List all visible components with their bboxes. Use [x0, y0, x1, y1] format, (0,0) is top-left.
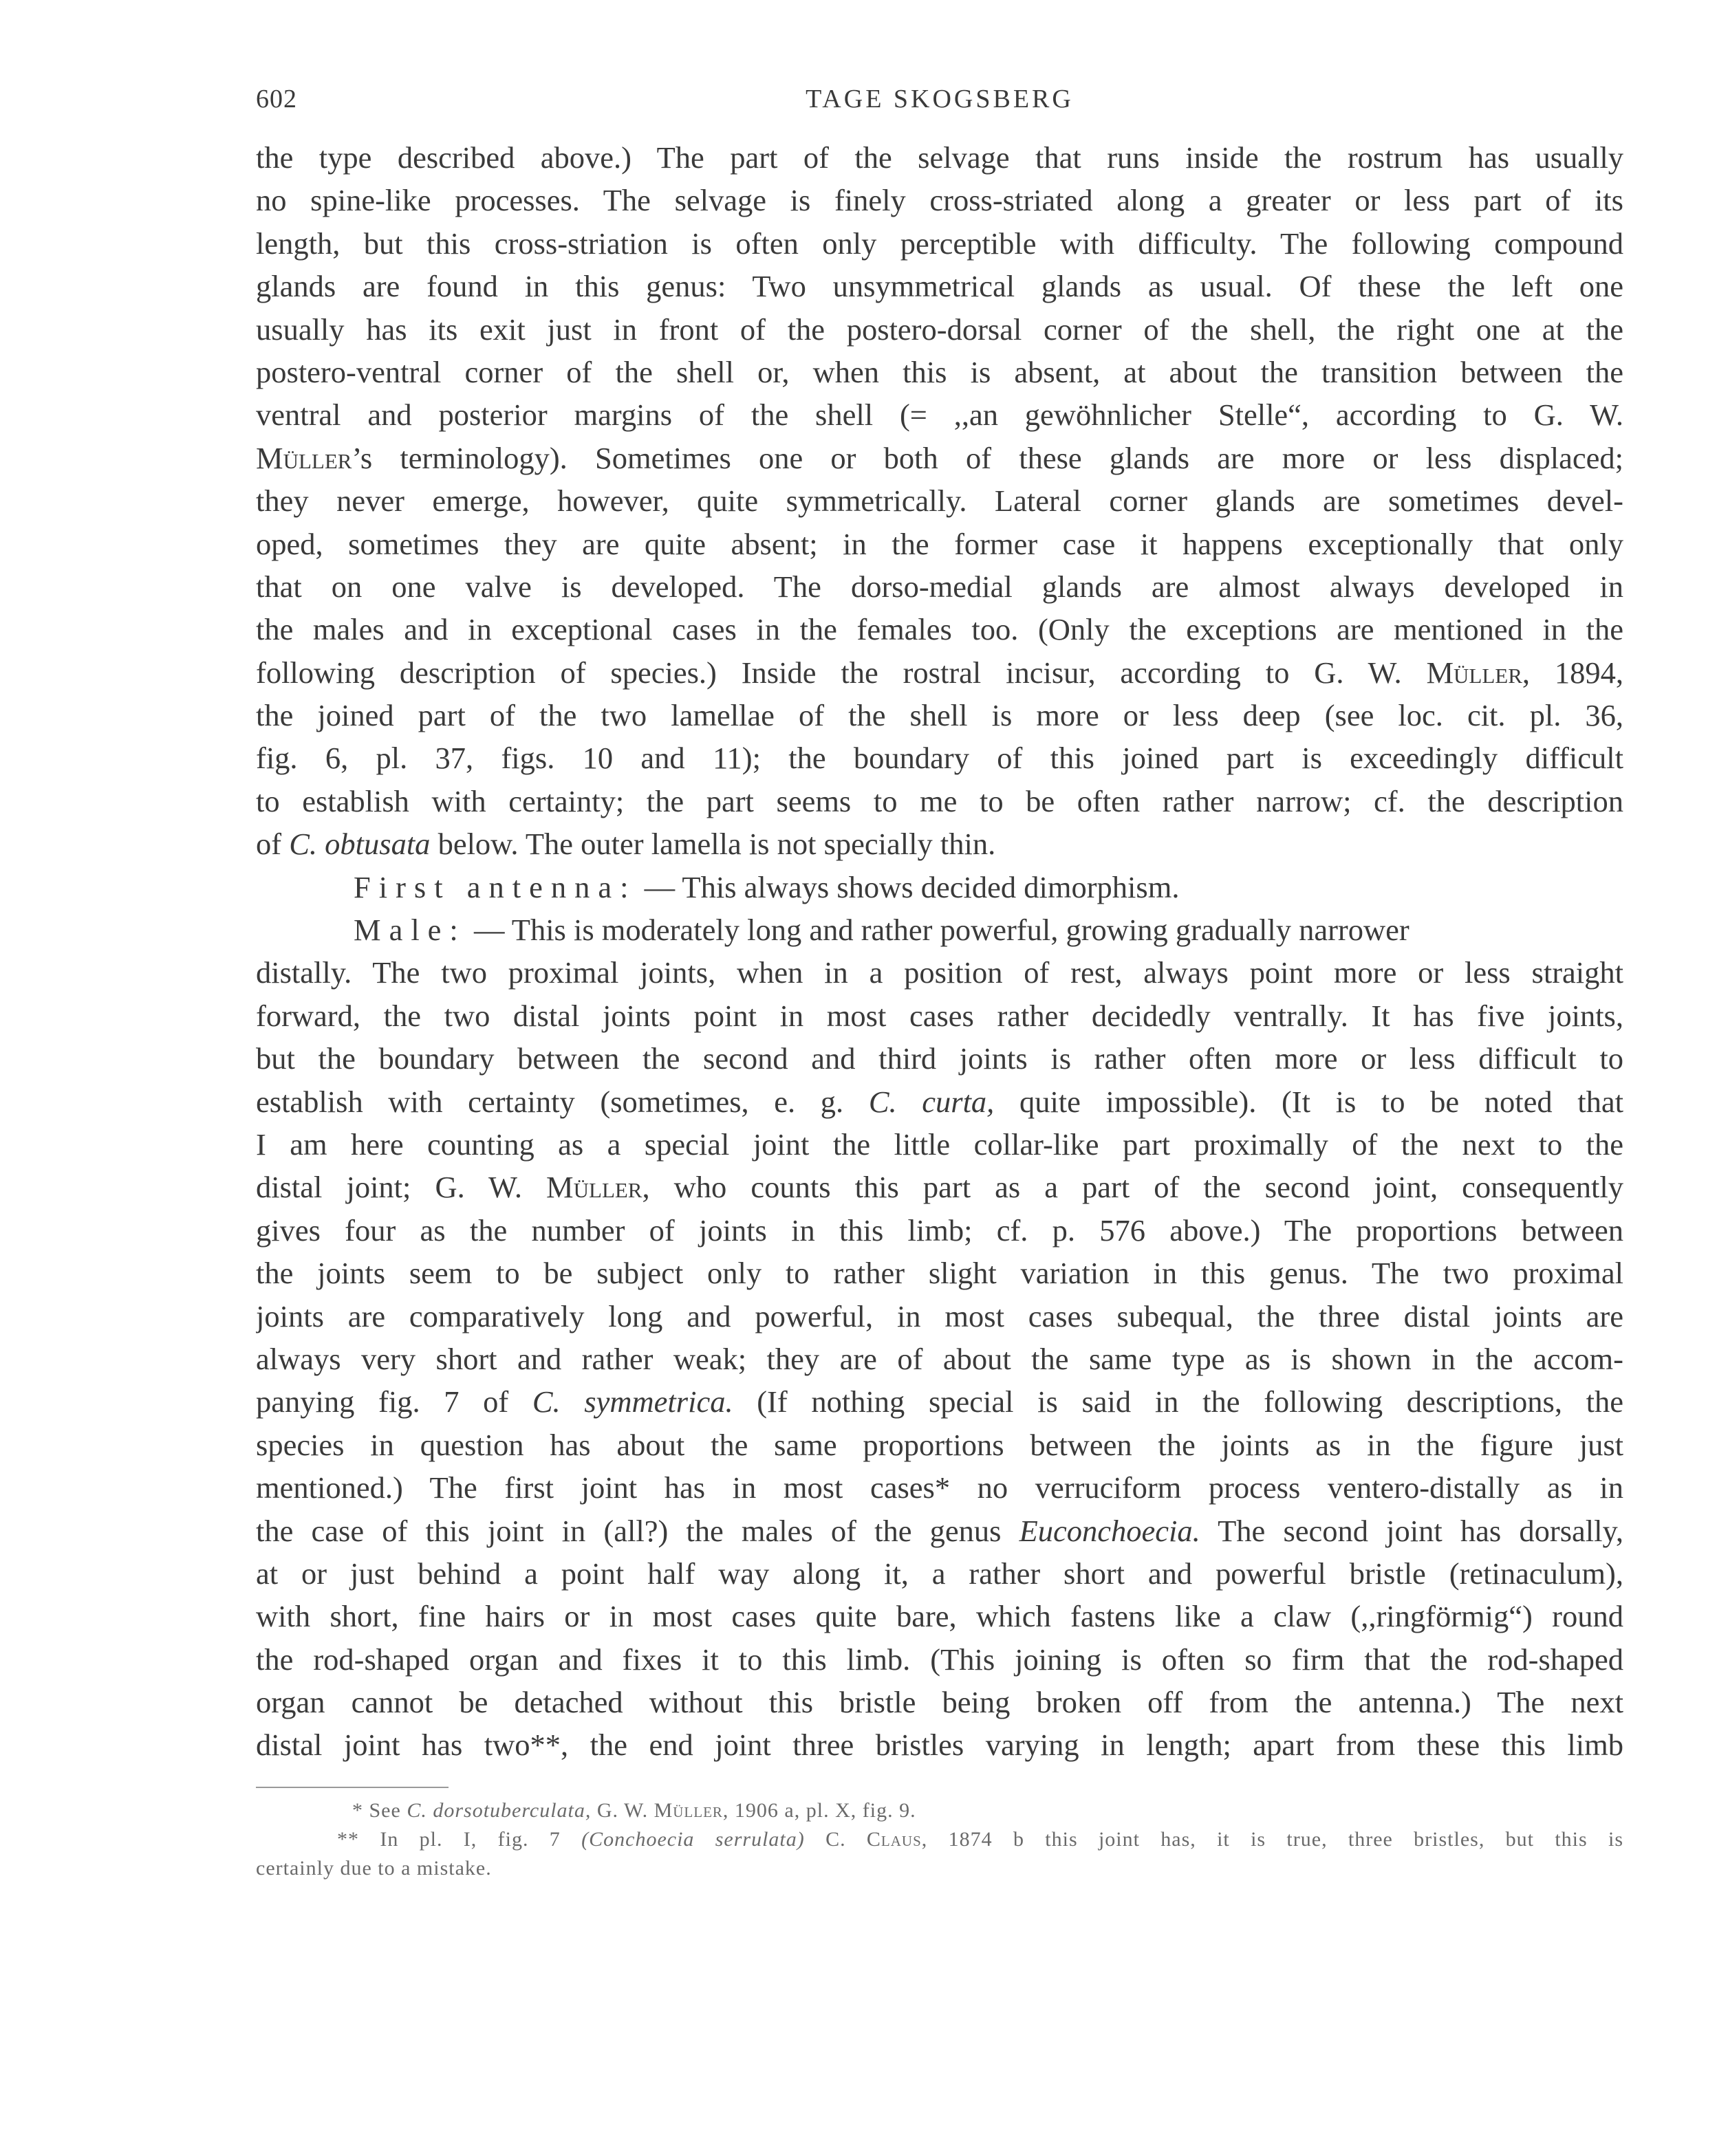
- text-line: at or just behind a point half way along it, a rather short and powerful bristle (retinaculum),: [256, 1556, 1623, 1591]
- genus-name: Euconchoecia.: [1019, 1513, 1200, 1548]
- text-line: gives four as the number of joints in this limb; cf. p. 576 above.) The proportions between: [256, 1212, 1623, 1248]
- text-line: [256, 1380, 1623, 1423]
- footnotes: [256, 1796, 1623, 1883]
- text-line: to establish with certainty; the part seems to me to be often rather narrow; cf. the description: [256, 783, 1623, 818]
- text-line: organ cannot be detached without this bristle being broken off from the antenna.) The next: [256, 1685, 1623, 1720]
- text-line: [256, 823, 1623, 865]
- text-line: [256, 437, 1623, 479]
- text-span: below. The outer lamella is not specially thin.: [430, 827, 996, 862]
- running-title: TAGE SKOGSBERG: [806, 85, 1074, 113]
- text-line: mentioned.) The first joint has in most cases* no verruciform process ventero-distally as in: [256, 1470, 1623, 1505]
- text-line: with short, fine hairs or in most cases quite bare, which fastens like a claw (,,ringförmig“) round: [256, 1599, 1623, 1634]
- author-name: Müller: [1426, 655, 1522, 690]
- species-name: C. symmetrica.: [532, 1384, 733, 1419]
- footnote-2-continuation: certainly due to a mistake.: [256, 1857, 492, 1880]
- author-name: Claus: [866, 1828, 922, 1851]
- text-line: forward, the two distal joints point in most cases rather decidedly ventrally. It has five joints,: [256, 998, 1623, 1033]
- text-line: fig. 6, pl. 37, figs. 10 and 11); the boundary of this joined part is exceedingly difficult: [256, 741, 1623, 776]
- text-span: , 1906 a, pl. X, fig. 9.: [722, 1799, 916, 1822]
- text-line: the type described above.) The part of the selvage that runs inside the rostrum has usually: [256, 140, 1623, 175]
- text-line: distal joint has two**, the end joint three bristles varying in length; apart from these this limb: [256, 1728, 1623, 1763]
- section-heading: Male:: [354, 913, 466, 948]
- text-line: [256, 1166, 1623, 1208]
- text-span: distal joint; G. W.: [256, 1170, 547, 1205]
- text-line: species in question has about the same proportions between the joints as in the figure just: [256, 1427, 1623, 1462]
- text-line: length, but this cross-striation is often only perceptible with difficulty. The following compound: [256, 226, 1623, 261]
- text-line: [256, 1510, 1623, 1552]
- text-line: but the boundary between the second and third joints is rather often more or less difficult to: [256, 1041, 1623, 1076]
- running-header: [256, 84, 1623, 118]
- text-line: the males and in exceptional cases in the females too. (Only the exceptions are mentioned in the: [256, 612, 1623, 647]
- text-span: The second joint has dorsally,: [1200, 1513, 1623, 1548]
- text-span: establish with certainty (sometimes, e. g.: [256, 1084, 869, 1119]
- text-span: * See: [352, 1799, 407, 1822]
- text-span: , 1874 b this joint has, it is true, three bristles, but this is: [921, 1828, 1623, 1851]
- text-span: C.: [804, 1828, 867, 1851]
- text-line: ventral and posterior margins of the shell (= ,,an gewöhnlicher Stelle“, according to G. W.: [256, 398, 1623, 433]
- text-line: I am here counting as a special joint the little collar-like part proximally of the next to the: [256, 1126, 1623, 1162]
- text-line: postero-ventral corner of the shell or, when this is absent, at about the transition between the: [256, 354, 1623, 389]
- author-name: Müller: [654, 1799, 723, 1822]
- species-name: (Conchoecia serrulata): [581, 1828, 805, 1851]
- body-text: [256, 136, 1623, 1767]
- species-name: C. curta,: [868, 1084, 995, 1119]
- text-span: — This always shows decided dimorphism.: [636, 869, 1180, 904]
- text-line: distally. The two proximal joints, when in a position of rest, always point more or less straight: [256, 955, 1623, 990]
- species-name: C. obtusata: [289, 827, 431, 862]
- text-line: usually has its exit just in front of the postero-dorsal corner of the shell, the right one at the: [256, 312, 1623, 347]
- text-span: (If nothing special is said in the following descriptions, the: [733, 1384, 1623, 1419]
- footnote-divider: [256, 1787, 449, 1788]
- text-span: panying fig. 7 of: [256, 1384, 532, 1419]
- text-line: [256, 1080, 1623, 1123]
- text-span: ** In pl. I, fig. 7: [337, 1828, 582, 1851]
- text-line: [256, 908, 1623, 951]
- text-line: [256, 651, 1623, 694]
- footnote-1: [256, 1796, 1623, 1825]
- text-span: ’s terminology). Sometimes one or both of these glands are more or less displaced;: [352, 440, 1623, 475]
- text-line: always very short and rather weak; they are of about the same type as is shown in the accom-: [256, 1341, 1623, 1376]
- species-name: C. dorsotuberculata,: [407, 1799, 592, 1822]
- author-name: Müller: [546, 1170, 642, 1205]
- text-line: they never emerge, however, quite symmetrically. Lateral corner glands are sometimes devel-: [256, 483, 1623, 519]
- footnote-2: [256, 1825, 1623, 1854]
- text-line: oped, sometimes they are quite absent; in the former case it happens exceptionally that only: [256, 526, 1623, 561]
- text-line: joints are comparatively long and powerful, in most cases subequal, the three distal joints are: [256, 1298, 1623, 1333]
- text-line: the rod-shaped organ and fixes it to this limb. (This joining is often so firm that the rod-shaped: [256, 1642, 1623, 1677]
- text-span: — This is moderately long and rather powerful, growing gradually narrower: [466, 913, 1410, 948]
- text-line: [256, 866, 1623, 908]
- section-heading: First antenna:: [354, 869, 637, 904]
- text-span: , 1894,: [1522, 655, 1623, 690]
- author-name: Müller: [256, 440, 352, 475]
- text-span: G. W.: [591, 1799, 654, 1822]
- page-number: 602: [256, 85, 297, 113]
- text-span: the case of this joint in (all?) the males of the genus: [256, 1513, 1019, 1548]
- text-line: no spine-like processes. The selvage is finely cross-striated along a greater or less part of its: [256, 183, 1623, 218]
- text-line: glands are found in this genus: Two unsymmetrical glands as usual. Of these the left one: [256, 269, 1623, 304]
- text-span: of: [256, 827, 290, 862]
- text-span: quite impossible). (It is to be noted that: [994, 1084, 1623, 1119]
- text-span: following description of species.) Inside the rostral incisur, according to G. W.: [256, 655, 1427, 690]
- text-line: the joined part of the two lamellae of the shell is more or less deep (see loc. cit. pl. 36,: [256, 698, 1623, 733]
- text-span: , who counts this part as a part of the second joint, consequently: [642, 1170, 1623, 1205]
- text-line: the joints seem to be subject only to rather slight variation in this genus. The two proximal: [256, 1256, 1623, 1291]
- text-line: that on one valve is developed. The dorso-medial glands are almost always developed in: [256, 569, 1623, 604]
